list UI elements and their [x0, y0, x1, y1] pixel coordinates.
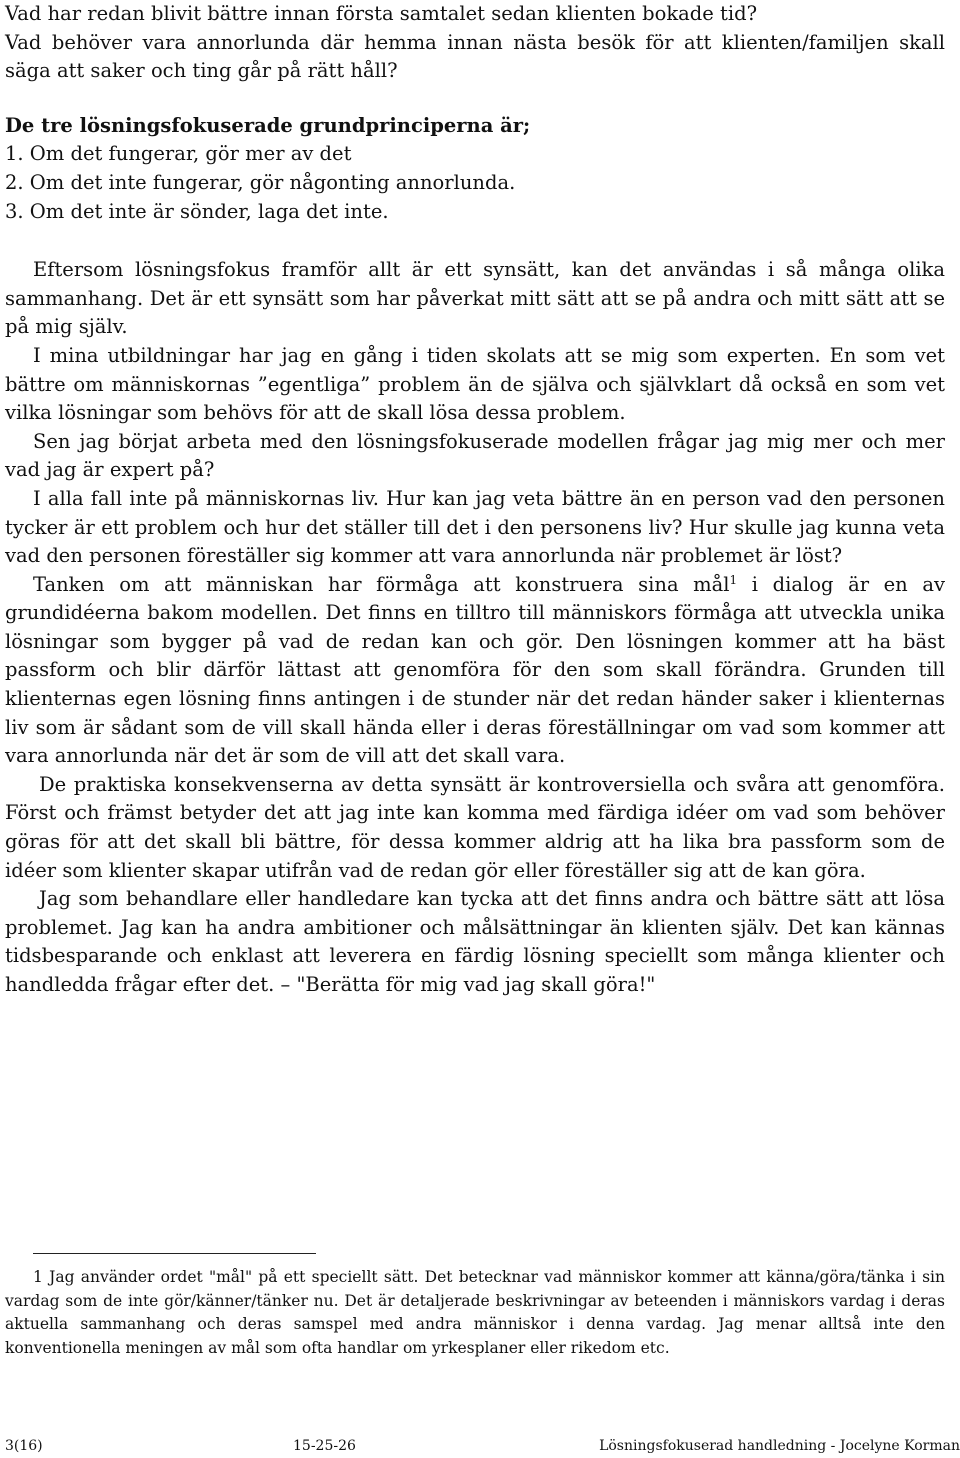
- paragraph-expert: I mina utbildningar har jag en gång i tiden skolats att se mig som experten. En som vet bättre om människornas ”egentliga” problem än de själva och självklart då också en som vet vilka lösningar som behövs för att de skall lösa dessa problem.: [5, 343, 945, 425]
- principle-item: 1. Om det fungerar, gör mer av det: [5, 142, 352, 166]
- footnote: [5, 1266, 945, 1360]
- intro-question-2: Vad behöver vara annorlunda där hemma innan nästa besök för att klienten/familjen skall säga att saker och ting går på rätt håll?: [5, 30, 945, 83]
- paragraph-behandlare: Jag som behandlare eller handledare kan tycka att det finns andra och bättre sätt att lösa problemet. Jag kan ha andra ambitioner och målsättningar än klienten själv. Det kan kännas tidsbesparande och enklast att leverera en färdig lösning speciellt som många klienter och handledda frågar efter det. – "Berätta för mig vad jag skall göra!": [5, 887, 945, 996]
- paragraph-expert-question: Sen jag börjat arbeta med den lösningsfokuserade modellen frågar jag mig mer och mer vad jag är expert på?: [5, 429, 945, 482]
- principles-list: [5, 140, 945, 226]
- footnote-reference[interactable]: 1: [729, 572, 738, 587]
- page-footer: [5, 1434, 960, 1458]
- footnote-marker: 1: [33, 1268, 43, 1286]
- footnote-text: Jag använder ordet "mål" på ett speciellt sätt. Det betecknar vad människor kommer att känna/göra/tänka i sin vardag som de inte gör/känner/tänker nu. Det är detaljerade beskrivningar av beteenden i människors vardag i deras aktuella sammanhang och deras samspel med andra människor i denna vardag. Jag menar alltså inte den konventionella meningen av mål som ofta handlar om yrkesplaner eller rikedom etc.: [5, 1268, 945, 1357]
- footnote-divider: [33, 1253, 316, 1254]
- paragraph-tanken: [5, 571, 945, 771]
- paragraph-synsatt: Eftersom lösningsfokus framför allt är ett synsätt, kan det användas i så många olika sammanhang. Det är ett synsätt som har påverkat mitt sätt att se på andra och mitt sätt att se på mig själv.: [5, 258, 945, 339]
- principles-heading: De tre lösningsfokuserade grundprinciperna är;: [5, 113, 531, 137]
- footer-date: 15-25-26: [293, 1438, 356, 1454]
- intro-question-1: Vad har redan blivit bättre innan första samtalet sedan klienten bokade tid?: [5, 2, 758, 25]
- paragraph-tanken-rest: i dialog är en av grundidéerna bakom modellen. Det finns en tilltro till människors förmåga att utveckla unika lösningar som bygger på vad de redan kan och gör. Den lösningen kommer att ha bäst passform och blir därför lättast att genomföra för den som skall förändra. Grunden till klienternas egen lösning finns antingen i de stunder när det redan händer saker i klienternas liv som är sådant som de vill skall hända eller i deras föreställningar om vad som kommer att vara annorlunda när det är som de vill att det skall vara.: [5, 572, 945, 768]
- paragraph-konsekvenser: De praktiska konsekvenserna av detta synsätt är kontroversiella och svåra att genomföra. Först och främst betyder det att jag inte kan komma med färdiga idéer om vad som behöver göras för att det skall bli bättre, för dessa kommer aldrig att ha lika bra passform som de idéer som klienter skapar utifrån vad de redan gör eller föreställer sig att de kan göra.: [5, 772, 945, 882]
- footer-page-number: 3(16): [5, 1438, 43, 1454]
- paragraph-liv: I alla fall inte på människornas liv. Hur kan jag veta bättre än en person vad den personen tycker är ett problem och hur det ställer till det i den personens liv? Hur skulle jag kunna veta vad den personen föreställer sig kommer att vara annorlunda när problemet är löst?: [5, 486, 945, 568]
- document-page: [5, 0, 945, 1000]
- principle-item: 2. Om det inte fungerar, gör någonting annorlunda.: [5, 170, 516, 194]
- footer-document-title: Lösningsfokuserad handledning - Jocelyne Korman: [599, 1438, 960, 1454]
- principle-item: 3. Om det inte är sönder, laga det inte.: [5, 199, 389, 223]
- paragraph-tanken-start: Tanken om att människan har förmåga att konstruera sina mål: [33, 572, 730, 596]
